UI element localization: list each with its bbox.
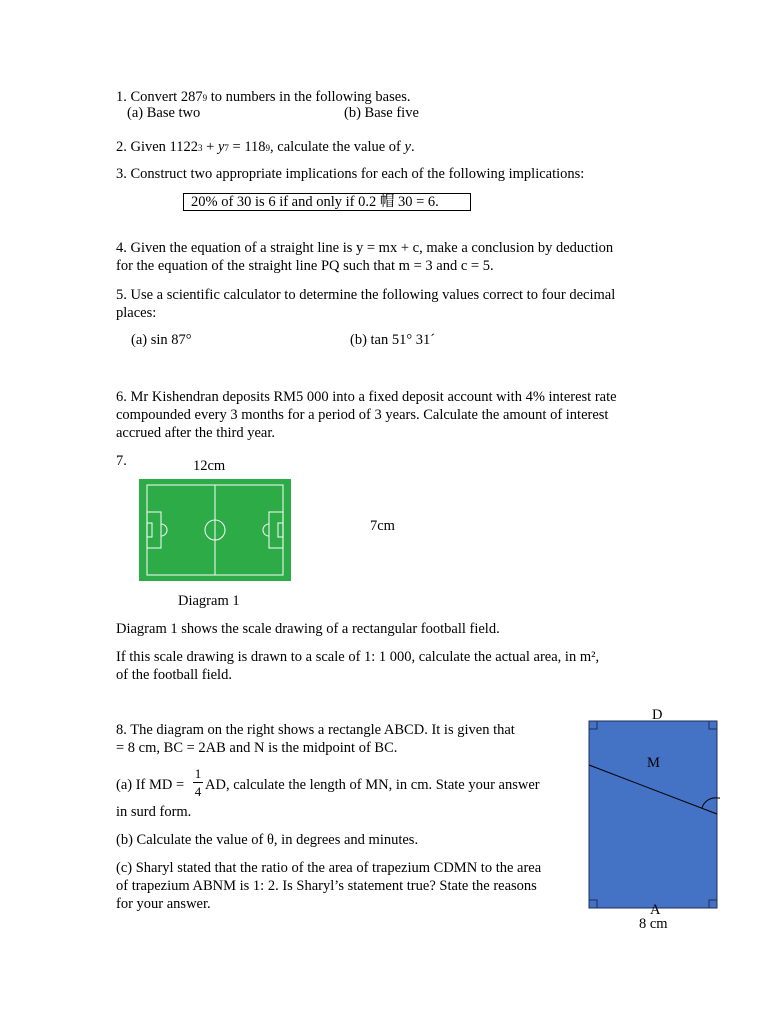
football-field-diagram xyxy=(139,479,291,581)
q2-text: 2. Given 11223 + y7 = 1189, calculate the value of y. xyxy=(116,139,415,155)
q7-number: 7. xyxy=(116,453,127,469)
label-8cm: 8 cm xyxy=(639,916,668,932)
q6-line2: compounded every 3 months for a period of 3 years. Calculate the amount of interest xyxy=(116,407,609,423)
q8-part-a-pre: (a) If MD = xyxy=(116,777,185,793)
q6-line1: 6. Mr Kishendran deposits RM5 000 into a fixed deposit account with 4% interest rate xyxy=(116,389,617,405)
rectangle-abcd xyxy=(589,721,717,908)
q4-line1: 4. Given the equation of a straight line is y = mx + c, make a conclusion by deduction xyxy=(116,240,614,256)
q8-part-a-line2: in surd form. xyxy=(116,804,192,820)
q7-line3: of the football field. xyxy=(116,667,232,683)
q7-width-label: 12cm xyxy=(193,458,226,474)
q5-part-b: (b) tan 51° 31´ xyxy=(350,332,436,348)
q3-text: 3. Construct two appropriate implications for each of the following implications: xyxy=(116,166,585,182)
q8-part-b: (b) Calculate the value of θ, in degrees and minutes. xyxy=(116,832,419,848)
q8-part-c-line2: of trapezium ABNM is 1: 2. Is Sharyl’s statement true? State the reasons xyxy=(116,878,537,894)
q7-line2: If this scale drawing is drawn to a scale of 1: 1 000, calculate the actual area, in m², xyxy=(116,649,600,665)
q1-text: 1. Convert 2879 to numbers in the following bases. xyxy=(116,89,411,105)
q3-boxed-statement: 20% of 30 is 6 if and only if 0.2 帽 30 = 6. xyxy=(183,193,471,211)
q7-line1: Diagram 1 shows the scale drawing of a rectangular football field. xyxy=(116,621,500,637)
q8-line1: 8. The diagram on the right shows a rectangle ABCD. It is given that xyxy=(116,722,515,738)
q5-part-a: (a) sin 87° xyxy=(131,332,192,348)
q7-diagram-caption: Diagram 1 xyxy=(178,593,240,609)
q8-fraction-numerator: 1 xyxy=(194,766,202,781)
q4-line2: for the equation of the straight line PQ such that m = 3 and c = 5. xyxy=(116,258,494,274)
rectangle-abcd-diagram xyxy=(584,715,724,915)
q1-part-b: (b) Base five xyxy=(344,105,419,121)
q8-fraction-bar xyxy=(193,782,203,783)
q7-height-label: 7cm xyxy=(370,518,395,534)
label-a: A xyxy=(650,902,661,918)
q6-line3: accrued after the third year. xyxy=(116,425,276,441)
label-m: M xyxy=(647,755,660,771)
q8-part-c-line1: (c) Sharyl stated that the ratio of the area of trapezium CDMN to the area xyxy=(116,860,542,876)
q8-part-c-line3: for your answer. xyxy=(116,896,211,912)
q8-fraction-denominator: 4 xyxy=(194,784,202,799)
q5-line1: 5. Use a scientific calculator to determine the following values correct to four decimal xyxy=(116,287,616,303)
label-d: D xyxy=(652,707,663,723)
q5-line2: places: xyxy=(116,305,157,321)
q8-line2: = 8 cm, BC = 2AB and N is the midpoint of BC. xyxy=(116,740,398,756)
q8-part-a-post: AD, calculate the length of MN, in cm. State your answer xyxy=(205,777,540,793)
q1-part-a: (a) Base two xyxy=(127,105,201,121)
